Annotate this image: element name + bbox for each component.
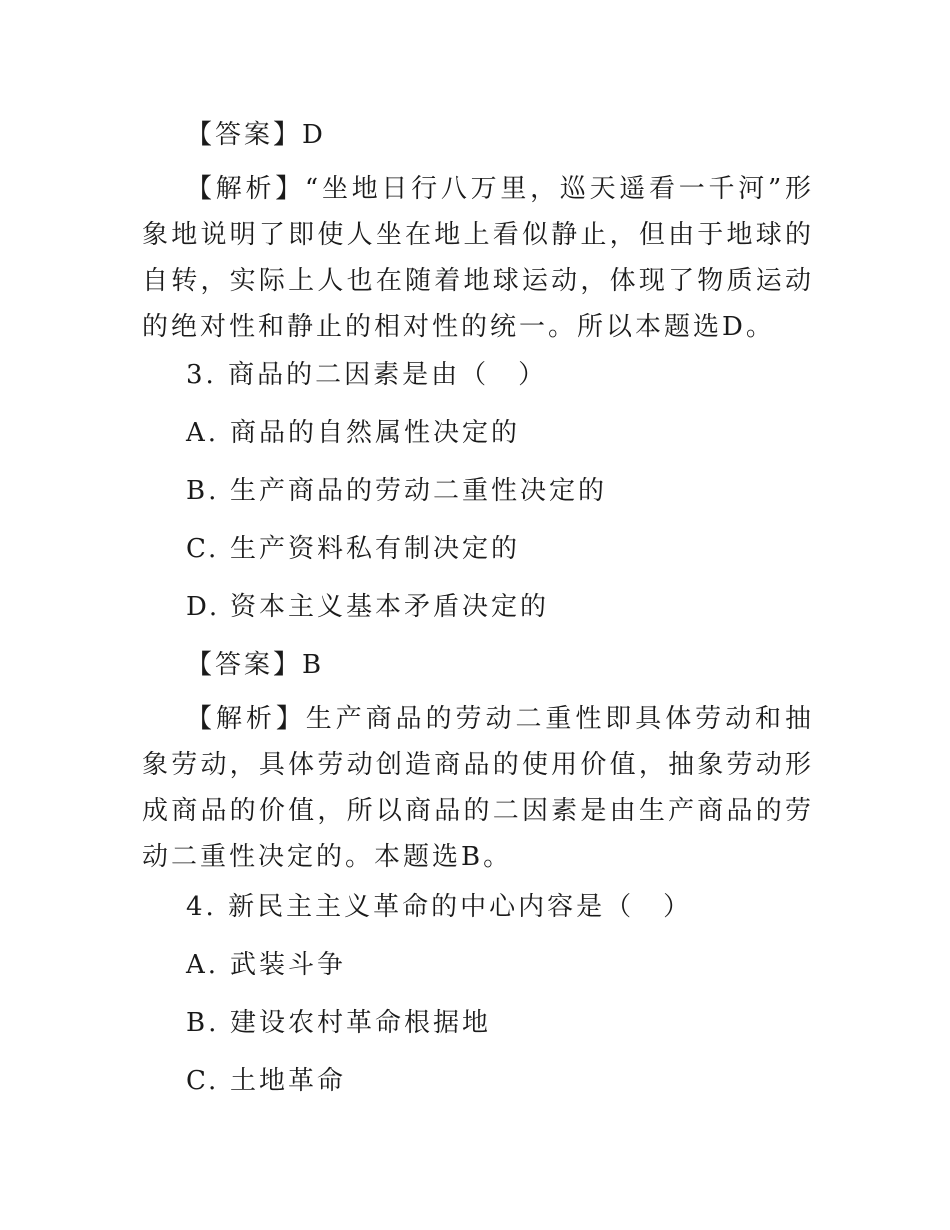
q3-stem: 3. 商品的二因素是由（ ） — [186, 360, 548, 390]
q2-answer: 【答案】D — [186, 120, 326, 150]
option-letter: D. — [186, 592, 221, 622]
option-letter: C. — [186, 534, 220, 564]
option-text: 建设农村革命根据地 — [230, 1008, 492, 1038]
q3-analysis: 【解析】生产商品的劳动二重性即具体劳动和抽象劳动，具体劳动创造商品的使用价值，抽象劳动形成商品的价值，所以商品的二因素是由生产商品的劳动二重性决定的。本题选B。 — [142, 704, 814, 872]
option-text: 生产商品的劳动二重性决定的 — [230, 476, 608, 506]
option-text: 资本主义基本矛盾决定的 — [230, 592, 550, 622]
option-letter: B. — [186, 1008, 220, 1038]
q4-option-b — [186, 1002, 491, 1039]
option-letter: C. — [186, 1066, 220, 1096]
option-text: 武装斗争 — [230, 950, 347, 980]
q4-stem: 4. 新民主主义革命的中心内容是（ ） — [186, 892, 693, 922]
q3-answer: 【答案】B — [186, 650, 325, 680]
q2-analysis: 【解析】“坐地日行八万里，巡天遥看一千河”形象地说明了即使人坐在地上看似静止，但由于地球的自转，实际上人也在随着地球运动，体现了物质运动的绝对性和静止的相对性的统一。所以本题选D。 — [142, 174, 814, 342]
q3-option-a — [186, 412, 520, 449]
q3-option-c — [186, 528, 520, 565]
option-text: 土地革命 — [230, 1066, 347, 1096]
q3-option-b — [186, 470, 607, 507]
q4-option-c — [186, 1060, 346, 1097]
q3-option-d — [186, 586, 549, 623]
option-letter: A. — [186, 418, 220, 448]
option-text: 生产资料私有制决定的 — [230, 534, 521, 564]
q4-option-a — [186, 944, 346, 981]
option-letter: A. — [186, 950, 220, 980]
option-letter: B. — [186, 476, 220, 506]
option-text: 商品的自然属性决定的 — [230, 418, 521, 448]
